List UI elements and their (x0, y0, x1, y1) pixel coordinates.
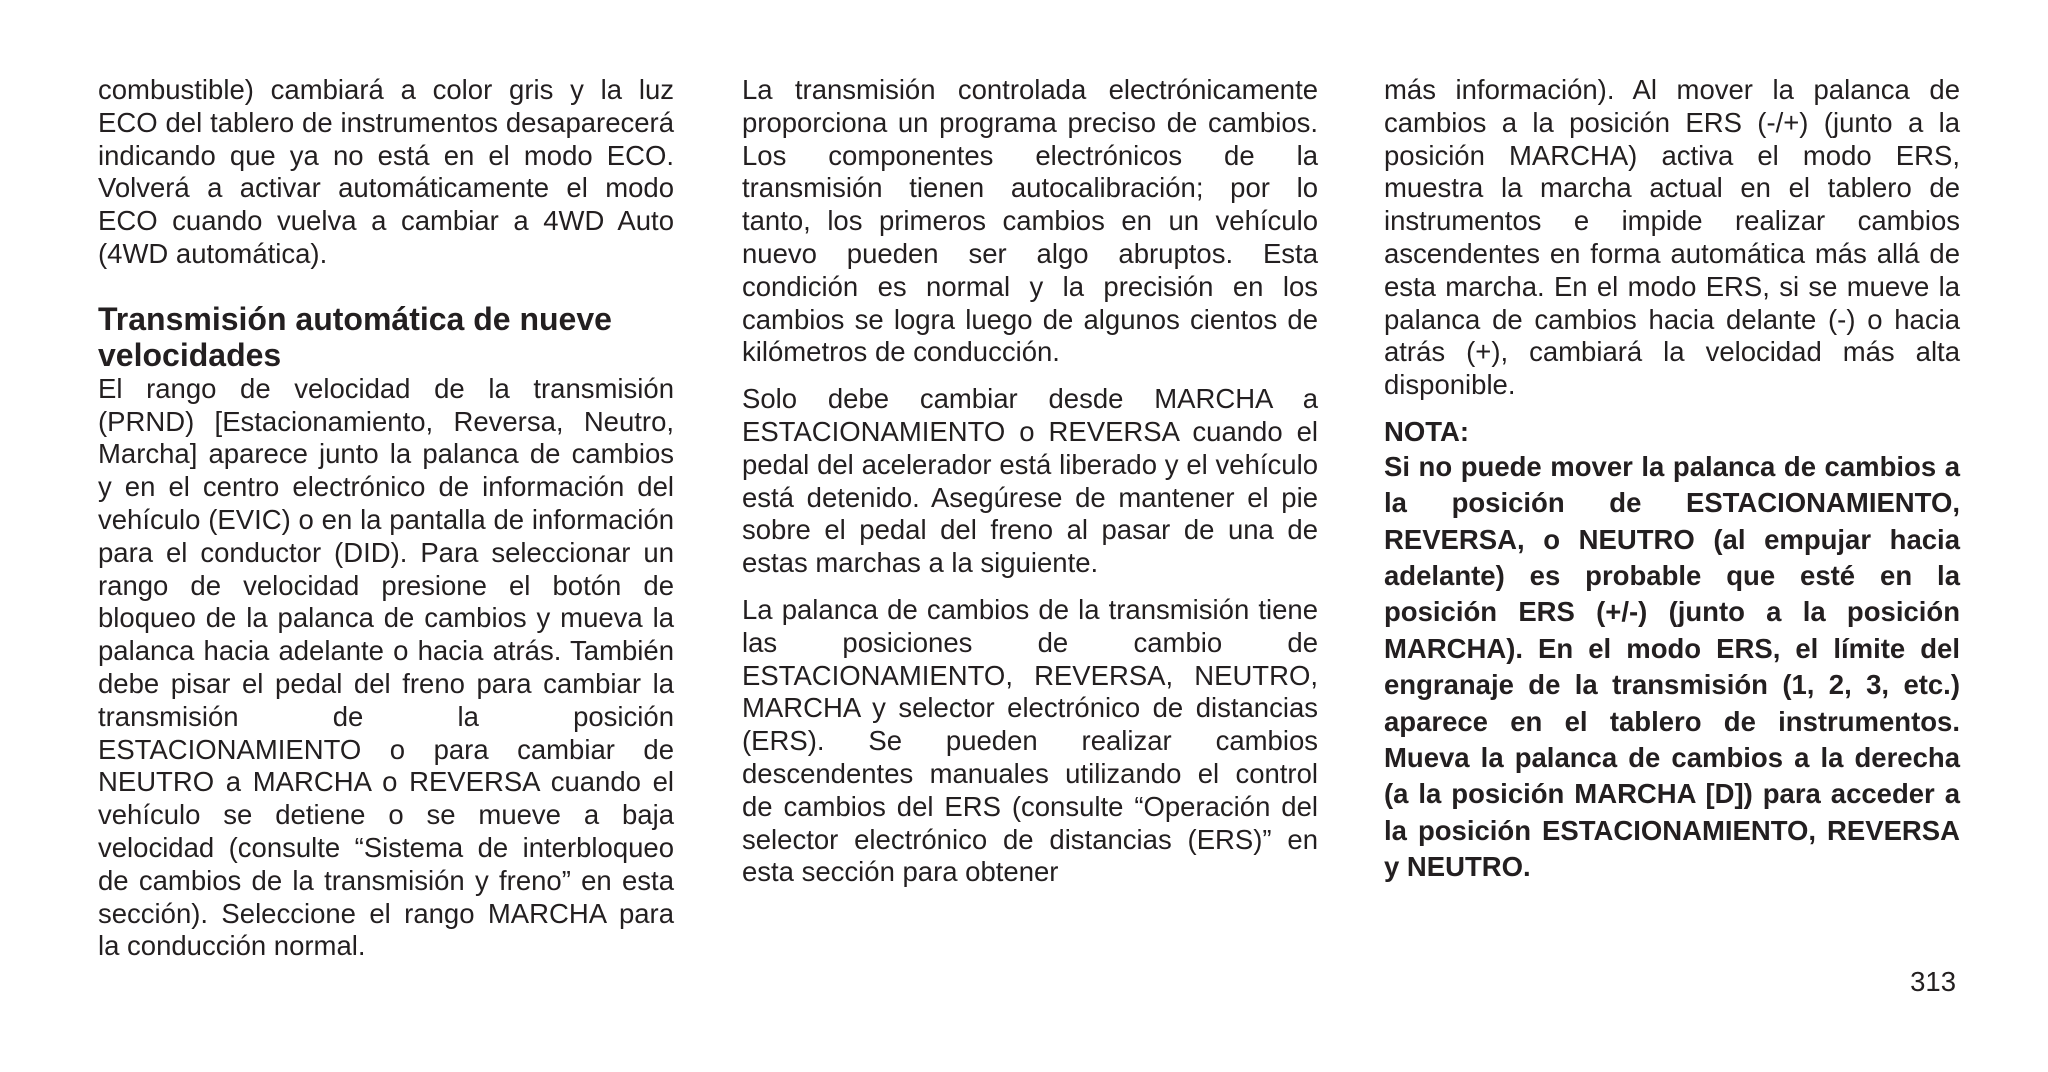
note-label: NOTA: (1384, 415, 1470, 447)
section-heading: Transmisión automática de nueve velocidades (98, 300, 612, 373)
column-middle (742, 74, 1318, 889)
electronic-control-paragraph: La transmisión controlada electrónicamente proporciona un programa preciso de cambios. Los componentes electrónicos de la transmisión tienen autocalibración; por lo tanto, los primeros cambios en un vehículo nuevo pueden ser algo abruptos. Esta condición es normal y la precisión en los cambios se logra luego de algunos cientos de kilómetros de conducción. (742, 74, 1318, 368)
shift-from-drive-paragraph: Solo debe cambiar desde MARCHA a ESTACIONAMIENTO o REVERSA cuando el pedal del acelerador está liberado y el vehículo está detenido. Asegúrese de mantener el pie sobre el pedal del freno al pasar de una de estas marchas a la siguiente. (742, 383, 1318, 579)
transmission-range-paragraph: El rango de velocidad de la transmisión (PRND) [Estacionamiento, Reversa, Neutro, Marcha] aparece junto la palanca de cambios y en el centro electrónico de información del vehículo (EVIC) o en la pantalla de información para el conductor (DID). Para seleccionar un rango de velocidad presione el botón de bloqueo de la palanca de cambios y mueva la palanca hacia adelante o hacia atrás. También debe pisar el pedal del freno para cambiar la transmisión de la posición ESTACIONAMIENTO o para cambiar de NEUTRO a MARCHA o REVERSA cuando el vehículo se detiene o se mueve a baja velocidad (consulte “Sistema de interbloqueo de cambios de la transmisión y freno” en esta sección). Seleccione el rango MARCHA para la conducción normal. (98, 372, 674, 962)
column-right (1384, 74, 1960, 886)
shift-lever-positions-paragraph: La palanca de cambios de la transmisión tiene las posiciones de cambio de ESTACIONAMIENTO, REVERSA, NEUTRO, MARCHA y selector electrónico de distancias (ERS). Se pueden realizar cambios descendentes manuales utilizando el control de cambios del ERS (consulte “Operación del selector electrónico de distancias (ERS)” en esta sección para obtener (742, 593, 1318, 888)
ers-mode-paragraph: más información). Al mover la palanca de cambios a la posición ERS (-/+) (junto a la posición MARCHA) activa el modo ERS, muestra la marcha actual en el tablero de instrumentos e impide realizar cambios ascendentes en forma automática más allá de esta marcha. En el modo ERS, si se mueve la palanca de cambios hacia delante (-) o hacia atrás (+), cambiará la velocidad más alta disponible. (1384, 74, 1960, 401)
column-left (98, 74, 674, 963)
intro-paragraph: combustible) cambiará a color gris y la luz ECO del tablero de instrumentos desaparecerá indicando que ya no está en el modo ECO. Volverá a activar automáticamente el modo ECO cuando vuelva a cambiar a 4WD Auto (4WD automática). (98, 74, 674, 269)
page-number: 313 (1910, 966, 1956, 997)
note-text: Si no puede mover la palanca de cambios a la posición de ESTACIONAMIENTO, REVERSA, o NEUTRO (al empujar hacia adelante) es probable que esté en la posición ERS (+/-) (junto a la posición MARCHA). En el modo ERS, el límite del engranaje de la transmisión (1, 2, 3, etc.) aparece en el tablero de instrumentos. Mueva la palanca de cambios a la derecha (a la posición MARCHA [D]) para acceder a la posición ESTACIONAMIENTO, REVERSA y NEUTRO. (1384, 450, 1960, 883)
